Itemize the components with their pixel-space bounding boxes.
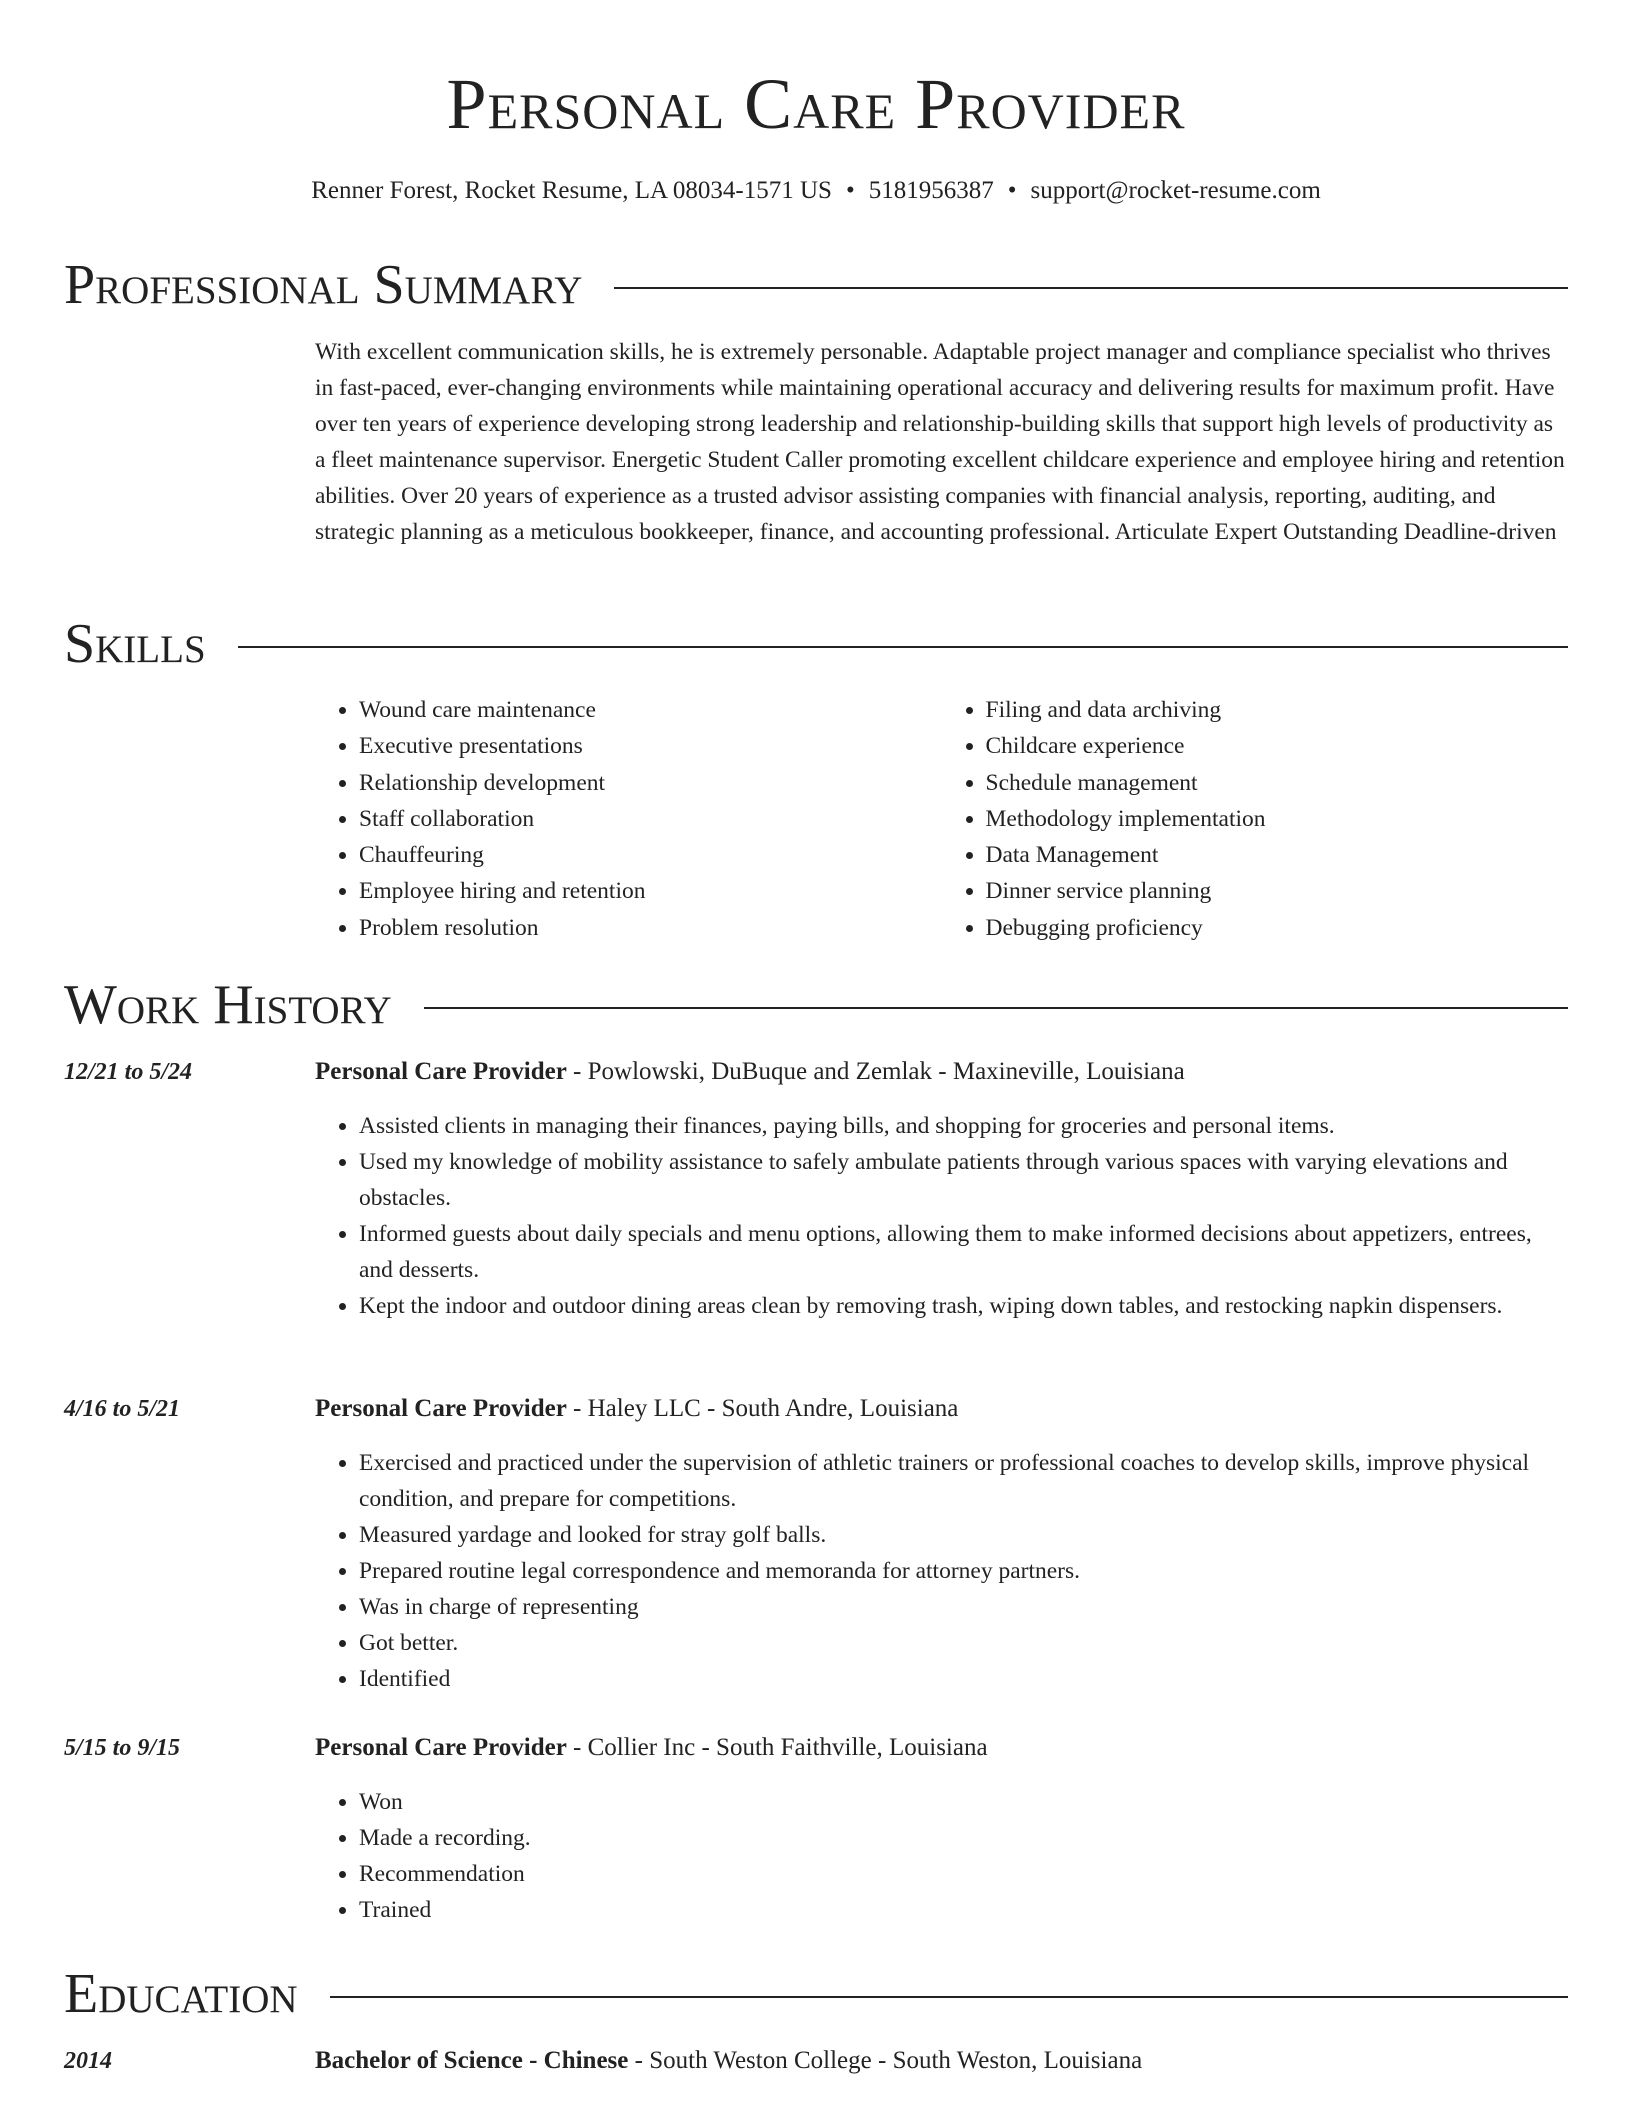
- skill-item: • Wound care maintenance: [359, 692, 942, 728]
- job-dates: 12/21 to 5/24: [64, 1059, 193, 1085]
- education-year: 2014: [64, 2048, 112, 2074]
- section-title-skills: Skills: [64, 613, 206, 675]
- skill-item: • Data Management: [986, 837, 1569, 873]
- skills-section-header: [64, 612, 1568, 676]
- job-heading: [315, 1731, 1568, 1765]
- contact-address: Renner Forest, Rocket Resume, LA 08034-1571 US: [311, 177, 832, 204]
- section-divider: [424, 1007, 1568, 1009]
- skills-list-right: [942, 692, 1569, 946]
- skill-item: • Debugging proficiency: [986, 910, 1569, 946]
- job-bullets: [315, 1784, 1568, 1928]
- skill-item: • Methodology implementation: [986, 801, 1569, 837]
- skill-item: • Executive presentations: [359, 728, 942, 764]
- job-bullet: • Trained: [359, 1892, 1568, 1928]
- education-degree: Bachelor of Science - Chinese: [315, 2047, 629, 2074]
- section-title-education: Education: [64, 1963, 298, 2025]
- job-bullet: • Exercised and practiced under the supervision of athletic trainers or professional coaches to develop skills, improve physical condition, and prepare for competitions.: [359, 1445, 1568, 1517]
- section-divider: [238, 646, 1568, 648]
- job-bullet: • Identified: [359, 1661, 1568, 1697]
- section-title-work: Work History: [64, 974, 392, 1036]
- candidate-name: Personal Care Provider: [446, 64, 1186, 144]
- job-bullet: • Prepared routine legal correspondence and memoranda for attorney partners.: [359, 1553, 1568, 1589]
- job-bullet: • Won: [359, 1784, 1568, 1820]
- job-bullet: • Measured yardage and looked for stray golf balls.: [359, 1517, 1568, 1553]
- skill-item: • Problem resolution: [359, 910, 942, 946]
- section-divider: [614, 287, 1568, 289]
- skill-item: • Chauffeuring: [359, 837, 942, 873]
- job-dates: 4/16 to 5/21: [64, 1396, 181, 1422]
- job-bullet: • Kept the indoor and outdoor dining areas clean by removing trash, wiping down tables, and restocking napkin dispensers.: [359, 1288, 1568, 1324]
- skill-item: • Schedule management: [986, 765, 1569, 801]
- education-school-location: - South Weston College - South Weston, Louisiana: [628, 2047, 1143, 2074]
- skill-item: • Staff collaboration: [359, 801, 942, 837]
- summary-text: With excellent communication skills, he is extremely personable. Adaptable project manager and compliance specialist who thrives in fast-paced, ever-changing environments while maintaining operational accuracy and delivering results for maximum profit. Have over ten years of experience developing strong leadership and relationship-building skills that support high levels of productivity as a fleet maintenance supervisor. Energetic Student Caller promoting excellent childcare experience and employee hiring and retention abilities. Over 20 years of experience as a trusted advisor assisting companies with financial analysis, reporting, auditing, and strategic planning as a meticulous bookkeeper, finance, and accounting professional. Articulate Expert Outstanding Deadline-driven: [315, 339, 1565, 545]
- job-heading: [315, 1055, 1568, 1089]
- section-divider: [330, 1996, 1568, 1998]
- skills-columns: [315, 692, 1568, 946]
- contact-phone: 5181956387: [868, 177, 994, 204]
- contact-separator: •: [1007, 177, 1017, 204]
- job-role: Personal Care Provider: [315, 1395, 567, 1422]
- education-section-header: [64, 1962, 1568, 2026]
- skill-item: • Relationship development: [359, 765, 942, 801]
- skill-item: • Employee hiring and retention: [359, 873, 942, 909]
- job-bullet: • Used my knowledge of mobility assistance to safely ambulate patients through various spaces with varying elevations and obstacles.: [359, 1144, 1568, 1216]
- job-bullet: • Was in charge of representing: [359, 1589, 1568, 1625]
- job-bullet: • Assisted clients in managing their finances, paying bills, and shopping for groceries and personal items.: [359, 1108, 1568, 1144]
- job-heading: [315, 1392, 1568, 1426]
- skill-item: • Childcare experience: [986, 728, 1569, 764]
- contact-line: [0, 174, 1632, 208]
- job-bullet: • Recommendation: [359, 1856, 1568, 1892]
- job-bullet: • Got better.: [359, 1625, 1568, 1661]
- job-bullets: [315, 1445, 1568, 1697]
- job-role: Personal Care Provider: [315, 1734, 567, 1761]
- skills-list-left: [315, 692, 942, 946]
- section-title-summary: Professional Summary: [64, 254, 583, 316]
- contact-email: support@rocket-resume.com: [1030, 177, 1321, 204]
- job-employer-location: - Collier Inc - South Faithville, Louisiana: [566, 1734, 988, 1761]
- job-bullets: [315, 1108, 1568, 1324]
- job-role: Personal Care Provider: [315, 1058, 567, 1085]
- job-bullet: • Informed guests about daily specials and menu options, allowing them to make informed decisions about appetizers, entrees, and desserts.: [359, 1216, 1568, 1288]
- skill-item: • Dinner service planning: [986, 873, 1569, 909]
- contact-separator: •: [845, 177, 855, 204]
- job-bullet: • Made a recording.: [359, 1820, 1568, 1856]
- job-employer-location: - Haley LLC - South Andre, Louisiana: [566, 1395, 959, 1422]
- skill-item: • Filing and data archiving: [986, 692, 1569, 728]
- work-section-header: [64, 973, 1568, 1037]
- job-employer-location: - Powlowski, DuBuque and Zemlak - Maxineville, Louisiana: [566, 1058, 1185, 1085]
- job-dates: 5/15 to 9/15: [64, 1735, 181, 1761]
- summary-section-header: [64, 253, 1568, 317]
- education-heading: [315, 2044, 1568, 2078]
